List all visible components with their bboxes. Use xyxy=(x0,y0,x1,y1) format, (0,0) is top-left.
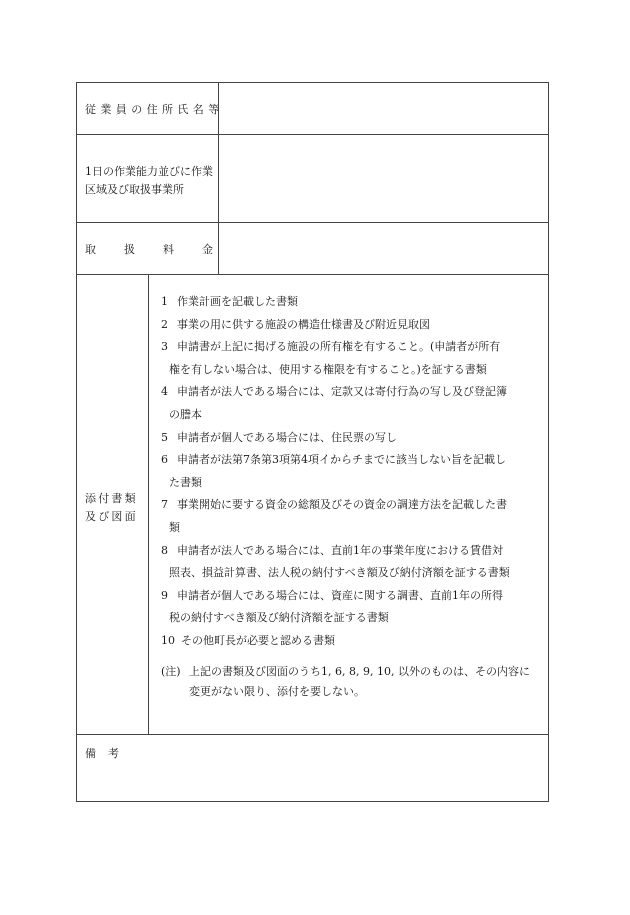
employee-row xyxy=(77,83,548,135)
fee-row xyxy=(77,223,548,275)
remarks-label: 備考 xyxy=(85,747,131,760)
item-number: 5 xyxy=(161,430,168,444)
item-text: 作業計画を記載した書類 xyxy=(177,295,298,308)
capacity-row xyxy=(77,135,548,223)
item-text: 申請者が個人である場合には、住民票の写し xyxy=(177,430,397,444)
list-item xyxy=(161,427,536,450)
list-item xyxy=(161,381,536,404)
attachments-row xyxy=(77,275,548,735)
remarks-row xyxy=(77,735,548,802)
list-item xyxy=(161,494,536,517)
item-text: その他町長が必要と認める書類 xyxy=(181,633,335,647)
fee-label-char: 金 xyxy=(202,243,213,256)
note-text: 上記の書類及び図面のうち1, 6, 8, 9, 10, 以外のものは、その内容に変更がない限り、添付を要しない。 xyxy=(189,664,530,698)
fee-label-char: 扱 xyxy=(124,243,135,256)
item-text: 申請書が上記に掲げる施設の所有権を有すること。(申請者が所有 xyxy=(177,340,501,354)
item-continuation: の謄本 xyxy=(169,407,202,421)
item-text: 申請者が法人である場合には、直前1年の事業年度における賃借対 xyxy=(177,543,503,557)
item-number: 2 xyxy=(161,317,168,331)
capacity-value-cell[interactable] xyxy=(219,135,548,222)
list-item xyxy=(161,449,536,472)
note-label: (注) xyxy=(161,664,181,678)
list-item xyxy=(161,314,536,337)
item-continuation: 照表、損益計算書、法人税の納付すべき額及び納付済額を証する書類 xyxy=(169,566,510,580)
list-item xyxy=(161,630,536,653)
item-text: 申請者が個人である場合には、資産に関する調書、直前1年の所得 xyxy=(177,588,503,602)
item-continuation: 類 xyxy=(169,520,180,534)
item-text: 事業開始に要する資金の総額及びその資金の調達方法を記載した書 xyxy=(177,498,507,512)
item-text: 申請者が法人である場合には、定款又は寄付行為の写し及び登記簿 xyxy=(177,385,507,399)
item-continuation: 税の納付すべき額及び納付済額を証する書類 xyxy=(169,611,389,625)
list-item xyxy=(161,291,536,314)
item-number: 4 xyxy=(161,385,168,399)
item-number: 8 xyxy=(161,543,168,557)
column-divider xyxy=(148,275,149,734)
list-item xyxy=(161,585,536,608)
fee-value-cell[interactable] xyxy=(219,223,548,274)
item-number: 1 xyxy=(161,295,168,308)
fee-label xyxy=(85,241,213,257)
item-number: 10 xyxy=(161,633,175,647)
list-item xyxy=(161,540,536,563)
employee-value-cell[interactable] xyxy=(219,83,548,134)
item-continuation: た書類 xyxy=(169,475,202,489)
item-continuation: 権を有しない場合は、使用する権限を有すること。)を証する書類 xyxy=(169,362,487,376)
attachments-list xyxy=(161,291,536,702)
list-item xyxy=(161,336,536,359)
remarks-value-cell[interactable] xyxy=(137,735,548,802)
item-text: 申請者が法第7条第3項第4項イからチまでに該当しない旨を記載し xyxy=(177,453,506,467)
item-number: 9 xyxy=(161,588,168,602)
attachments-note xyxy=(161,662,536,702)
application-form-table xyxy=(76,82,549,802)
attachments-label: 添付書類及び図面 xyxy=(85,492,138,523)
fee-label-char: 取 xyxy=(85,243,96,256)
item-number: 6 xyxy=(161,453,168,467)
capacity-label: 1日の作業能力並びに作業区域及び取扱事業所 xyxy=(85,165,213,196)
item-number: 3 xyxy=(161,340,168,354)
employee-label: 従業員の住所氏名等 xyxy=(85,103,224,116)
fee-label-char: 料 xyxy=(163,243,174,256)
item-number: 7 xyxy=(161,498,168,512)
item-text: 事業の用に供する施設の構造仕様書及び附近見取図 xyxy=(177,317,430,331)
